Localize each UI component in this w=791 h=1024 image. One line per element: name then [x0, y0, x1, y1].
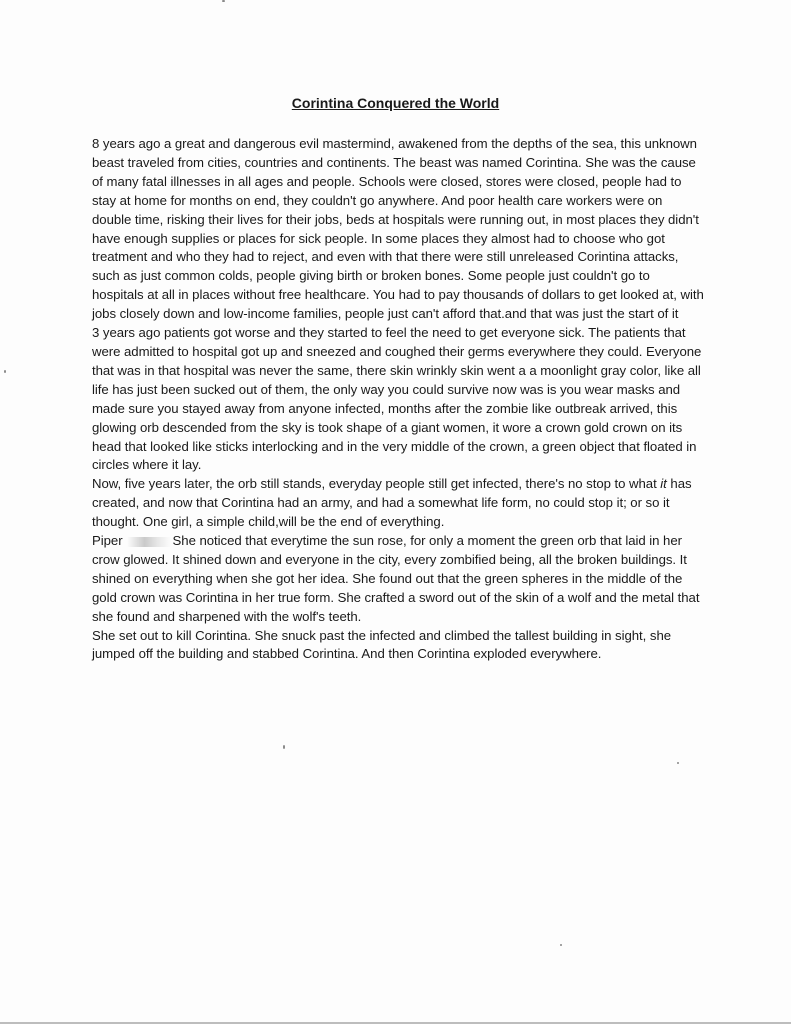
paragraph-5: She set out to kill Corintina. She snuck past the infected and climbed the tallest building in sight, she jumped off the building and stabbed Corintina. And then Corintina exploded everywhere.: [92, 627, 672, 662]
paragraph-1: 8 years ago a great and dangerous evil mastermind, awakened from the depths of the sea, this unknown beast traveled from cities, countries and continents. The beast was named Corintina. She was the cause of many fatal illnesses in all ages and people. Schools were closed, stores were closed, people had to stay at home for months on end, they couldn't go anywhere. And poor health care workers were on double time, risking their lives for their jobs, beds at hospitals were running out, in most places they didn't have enough supplies or places for sick people. In some places they almost had to choose who got treatment and who they had to reject, and even with that there were still unreleased Corintina attacks, such as just common colds, people giving birth or broken bones. Some people just couldn't go to hospitals at all in places without free healthcare. You had to pay thousands of dollars to get looked at, with jobs closely down and low-income families, people just can't afford that.and that was just the start of it: [92, 136, 704, 322]
scan-speck: [222, 0, 225, 2]
scan-speck: [283, 745, 285, 749]
paragraph-4-text: She noticed that everytime the sun rose, for only a moment the green orb that laid in her crow glowed. It shined down and everyone in the city, every zombified being, all the broken buildings. It shined on everything when she got her idea. She found out that the green spheres in the middle of the gold crown was Corintina in her true form. She crafted a sword out of the skin of a wolf and the metal that she found and sharpened with the wolf's teeth.: [92, 533, 700, 624]
paragraph-4: [92, 532, 704, 627]
paragraph-3-start: Now, five years later, the orb still stands, everyday people still get infected, there's no stop to what: [92, 476, 661, 492]
scan-speck: [560, 944, 562, 946]
paragraph-3-italic: it: [660, 476, 667, 492]
paragraph-4-name: Piper: [92, 533, 123, 549]
redacted-smudge: [127, 537, 171, 547]
story-body: [92, 135, 704, 664]
paragraph-2: 3 years ago patients got worse and they started to feel the need to get everyone sick. The patients that were admitted to hospital got up and sneezed and coughed their germs everywhere they could. Everyone that was in that hospital was never the same, there skin wrinkly skin went a a moonlight gray color, like all life has just been sucked out of them, the only way you could survive now was is you wear masks and made sure you stayed away from anyone infected, months after the zombie like outbreak arrived, this glowing orb descended from the sky is took shape of a giant women, it wore a crown gold crown on its head that looked like sticks interlocking and in the very middle of the crown, a green object that floated in circles where it lay.: [92, 325, 702, 473]
scan-speck: [677, 762, 679, 764]
scan-speck: [4, 370, 6, 373]
page-title: Corintina Conquered the World: [291, 95, 500, 111]
paragraph-3-end: has created, and now that Corintina had an army, and had a somewhat life form, no could stop it; or so it thought. One girl, a simple child,will be the end of everything.: [92, 476, 692, 530]
paragraph-3: [92, 475, 704, 532]
